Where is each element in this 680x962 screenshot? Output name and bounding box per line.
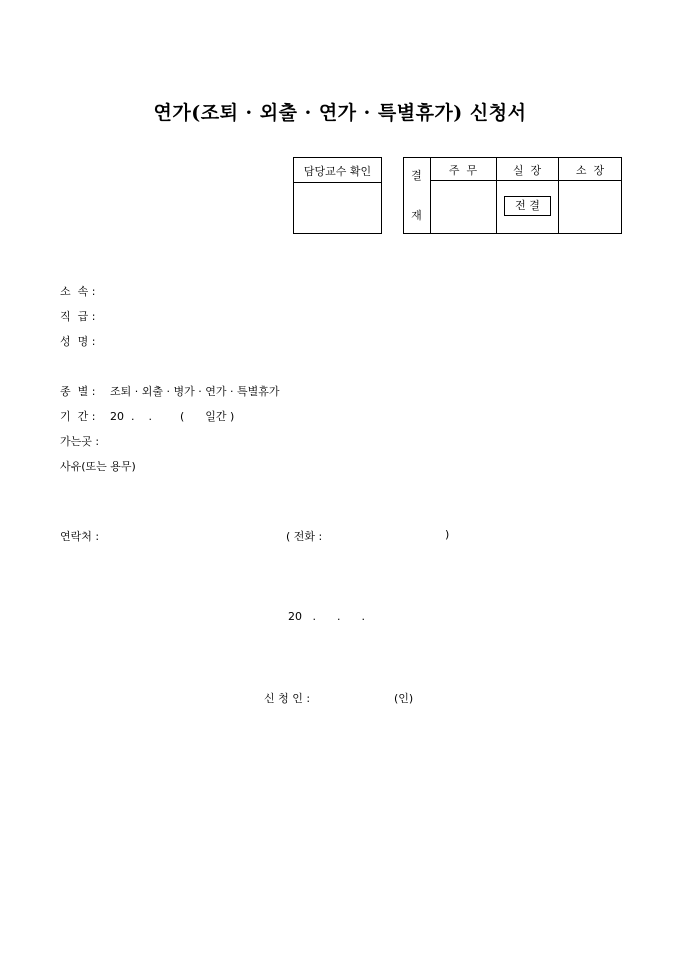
professor-confirm-label: 담당교수 확인 — [303, 165, 372, 178]
name-label: 성 명 : — [60, 335, 96, 348]
approval-sign-jumu[interactable] — [431, 181, 496, 233]
delegated-approval-stamp: 전 결 — [504, 196, 551, 216]
approval-side-top: 결 — [411, 169, 422, 182]
approval-side-bottom: 재 — [411, 209, 422, 222]
document-title: 연가(조퇴 · 외출 · 연가 · 특별휴가) 신청서 — [153, 102, 527, 124]
applicant-label: 신 청 인 : — [264, 692, 311, 705]
destination-label: 가는곳 : — [60, 435, 100, 448]
professor-signature-field[interactable] — [294, 183, 381, 233]
contact-label: 연락처 : — [60, 530, 100, 543]
approval-col-sojang: 소 장 — [575, 164, 605, 177]
period-label: 기 간 : — [60, 410, 96, 423]
affiliation-label: 소 속 : — [60, 285, 96, 298]
approval-col-juMu: 주 무 — [448, 164, 478, 177]
leave-type-label: 종 별 : — [60, 385, 96, 398]
approval-sign-sojang[interactable] — [559, 181, 621, 233]
rank-label: 직 급 : — [60, 310, 96, 323]
leave-type-options: 조퇴 · 외출 · 병가 · 연가 · 특별휴가 — [110, 385, 280, 398]
phone-open-label: ( 전화 : — [286, 530, 323, 543]
applicant-seal: (인) — [394, 692, 414, 705]
application-date: 20 . . . — [288, 610, 365, 623]
approval-col-siljang: 실 장 — [512, 164, 542, 177]
phone-close-paren: ) — [445, 528, 450, 541]
period-value: 20 . . ( 일간 ) — [110, 410, 235, 423]
reason-label: 사유(또는 용무) — [60, 460, 136, 473]
